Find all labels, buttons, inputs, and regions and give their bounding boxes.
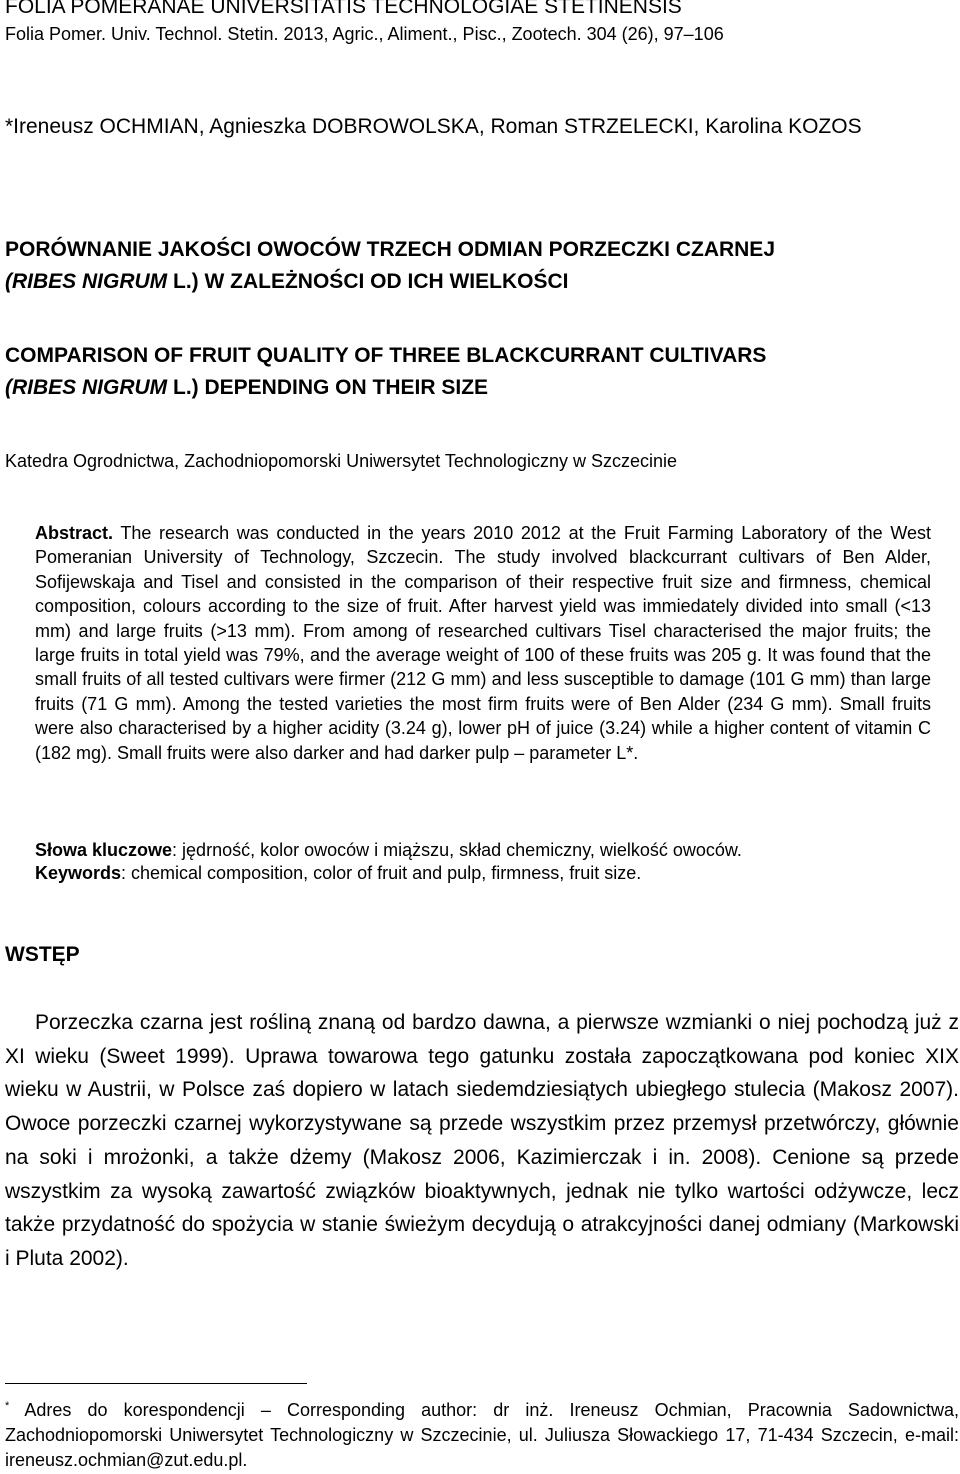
abstract <box>35 521 931 765</box>
title-polish-line1: PORÓWNANIE JAKOŚCI OWOCÓW TRZECH ODMIAN PORZECZKI CZARNEJ <box>5 238 775 261</box>
title-polish-line2-rest: L.) W ZALEŻNOŚCI OD ICH WIELKOŚCI <box>167 270 569 293</box>
title-english-line2-rest: L.) DEPENDING ON THEIR SIZE <box>167 376 489 399</box>
section-heading: WSTĘP <box>5 943 80 966</box>
title-polish <box>5 234 945 298</box>
intro-text: Porzeczka czarna jest rośliną znaną od bardzo dawna, a pierwsze wzmianki o niej pochodzą już z XI wieku (Sweet 1999). Uprawa towarowa tego gatunku została zapoczątkowana pod koniec XIX wieku w Austrii, w Polsce zaś dopiero w latach siedemdziesiątych ubiegłego stulecia (Makosz 2007). Owoce porzeczki czarnej wykorzystywane są przede wszystkim przez przemysł przetwórczy, głównie na soki i mrożonki, a także dżemy (Makosz 2006, Kazimierczak i in. 2008). Cenione są przede wszystkim za wysoką zawartość związków bioaktywnych, jednak nie tylko wartości odżywcze, lecz także przydatność do spożycia w stanie świeżym decydują o atrakcyjności danej odmiany (Markowski i Pluta 2002). <box>5 1011 959 1270</box>
title-english-line1: COMPARISON OF FRUIT QUALITY OF THREE BLACKCURRANT CULTIVARS <box>5 344 767 367</box>
title-english-line2 <box>5 372 945 404</box>
footnote-divider <box>5 1383 307 1384</box>
journal-name: FOLIA POMERANAE UNIVERSITATIS TECHNOLOGIAE STETINENSIS <box>5 0 682 18</box>
title-english-species: (RIBES NIGRUM <box>5 376 168 399</box>
title-polish-line2 <box>5 266 945 298</box>
keywords-english-text: : chemical composition, color of fruit and pulp, firmness, fruit size. <box>121 863 642 883</box>
footnote-mark: * <box>5 1400 10 1412</box>
journal-citation: Folia Pomer. Univ. Technol. Stetin. 2013, Agric., Aliment., Pisc., Zootech. 304 (26), 97–106 <box>5 24 724 44</box>
keywords-polish <box>35 838 742 862</box>
keywords-polish-text: : jędrność, kolor owoców i miąższu, skład chemiczny, wielkość owoców. <box>172 840 742 860</box>
footnote <box>5 1398 959 1473</box>
title-polish-species: (RIBES NIGRUM <box>5 270 168 293</box>
keywords-english <box>35 861 641 885</box>
keywords-polish-label: Słowa kluczowe <box>35 840 173 860</box>
intro-paragraph <box>5 1006 959 1276</box>
authors: *Ireneusz OCHMIAN, Agnieszka DOBROWOLSKA, Roman STRZELECKI, Karolina KOZOS <box>5 115 862 138</box>
affiliation: Katedra Ogrodnictwa, Zachodniopomorski Uniwersytet Technologiczny w Szczecinie <box>5 451 677 471</box>
title-english <box>5 340 945 404</box>
keywords-english-label: Keywords <box>35 863 122 883</box>
footnote-text: Adres do korespondencji – Corresponding author: dr inż. Ireneusz Ochmian, Pracownia Sadownictwa, Zachodniopomorski Uniwersytet Technologiczny w Szczecinie, ul. Juliusza Słowackiego 17, 71-434 Szczecin, e-mail: ireneusz.ochmian@zut.edu.pl. <box>5 1400 959 1470</box>
abstract-text: The research was conducted in the years 2010 2012 at the Fruit Farming Laboratory of the West Pomeranian University of Technology, Szczecin. The study involved blackcurrant cultivars of Ben Alder, Sofijewskaja and Tisel and consisted in the comparison of their respective fruit size and firmness, chemical composition, colours according to the size of fruit. After harvest yield was immiedately divided into small (<13 mm) and large fruits (>13 mm). From among of researched cultivars Tisel characterised the major fruits; the large fruits in total yield was 79%, and the average weight of 100 of these fruits was 205 g. It was found that the small fruits of all tested cultivars were firmer (212 G mm) and less susceptible to damage (101 G mm) than large fruits (71 G mm). Among the tested varieties the most firm fruits were of Ben Alder (234 G mm). Small fruits were also characterised by a higher acidity (3.24 g), lower pH of juice (3.24) while a higher content of vitamin C (182 mg). Small fruits were also darker and had darker pulp – parameter L*. <box>35 523 931 763</box>
abstract-label: Abstract. <box>35 523 114 543</box>
